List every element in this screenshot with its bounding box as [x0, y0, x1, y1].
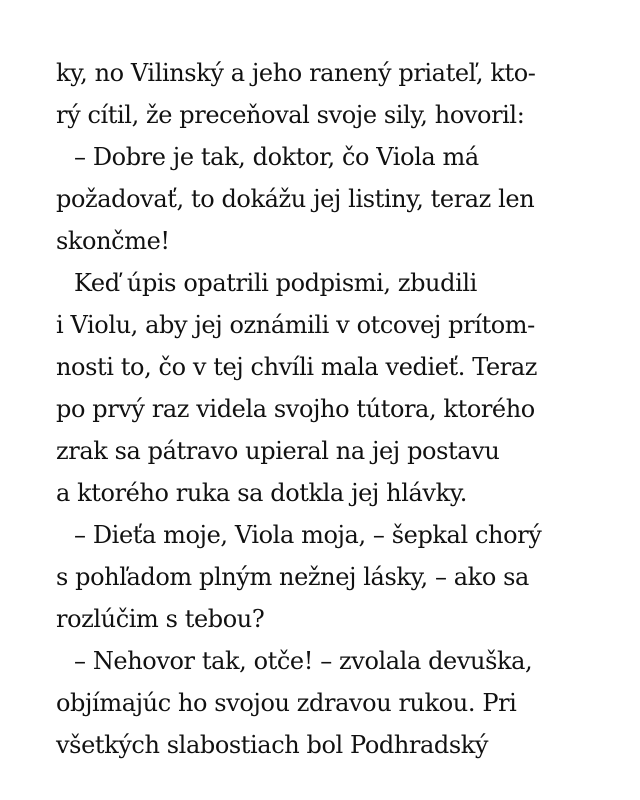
text-line: nosti to, čo v tej chvíli mala vedieť. Teraz [56, 353, 538, 381]
text-line: – Nehovor tak, otče! – zvolala devuška, [74, 647, 533, 675]
text-line: a ktorého ruka sa dotkla jej hlávky. [56, 479, 467, 507]
text-line: zrak sa pátravo upieral na jej postavu [56, 437, 500, 465]
text-line: ky, no Vilinský a jeho ranený priateľ, kto- [56, 59, 536, 87]
body-text [56, 52, 596, 766]
text-line: po prvý raz videla svojho tútora, ktorého [56, 395, 535, 423]
text-line: objímajúc ho svojou zdravou rukou. Pri [56, 689, 517, 717]
text-line: požadovať, to dokážu jej listiny, teraz len [56, 185, 535, 213]
text-line: – Dobre je tak, doktor, čo Viola má [74, 143, 479, 171]
text-line: rý cítil, že preceňoval svoje sily, hovoril: [56, 101, 525, 129]
text-line: skončme! [56, 227, 170, 255]
text-line: – Dieťa moje, Viola moja, – šepkal chorý [74, 521, 542, 549]
text-line: rozlúčim s tebou? [56, 605, 265, 633]
text-line: Keď úpis opatrili podpismi, zbudili [74, 269, 477, 297]
text-line: s pohľadom plným nežnej lásky, – ako sa [56, 563, 529, 591]
text-line: všetkých slabostiach bol Podhradský [56, 731, 489, 759]
text-line: i Violu, aby jej oznámili v otcovej prítom- [56, 311, 535, 339]
